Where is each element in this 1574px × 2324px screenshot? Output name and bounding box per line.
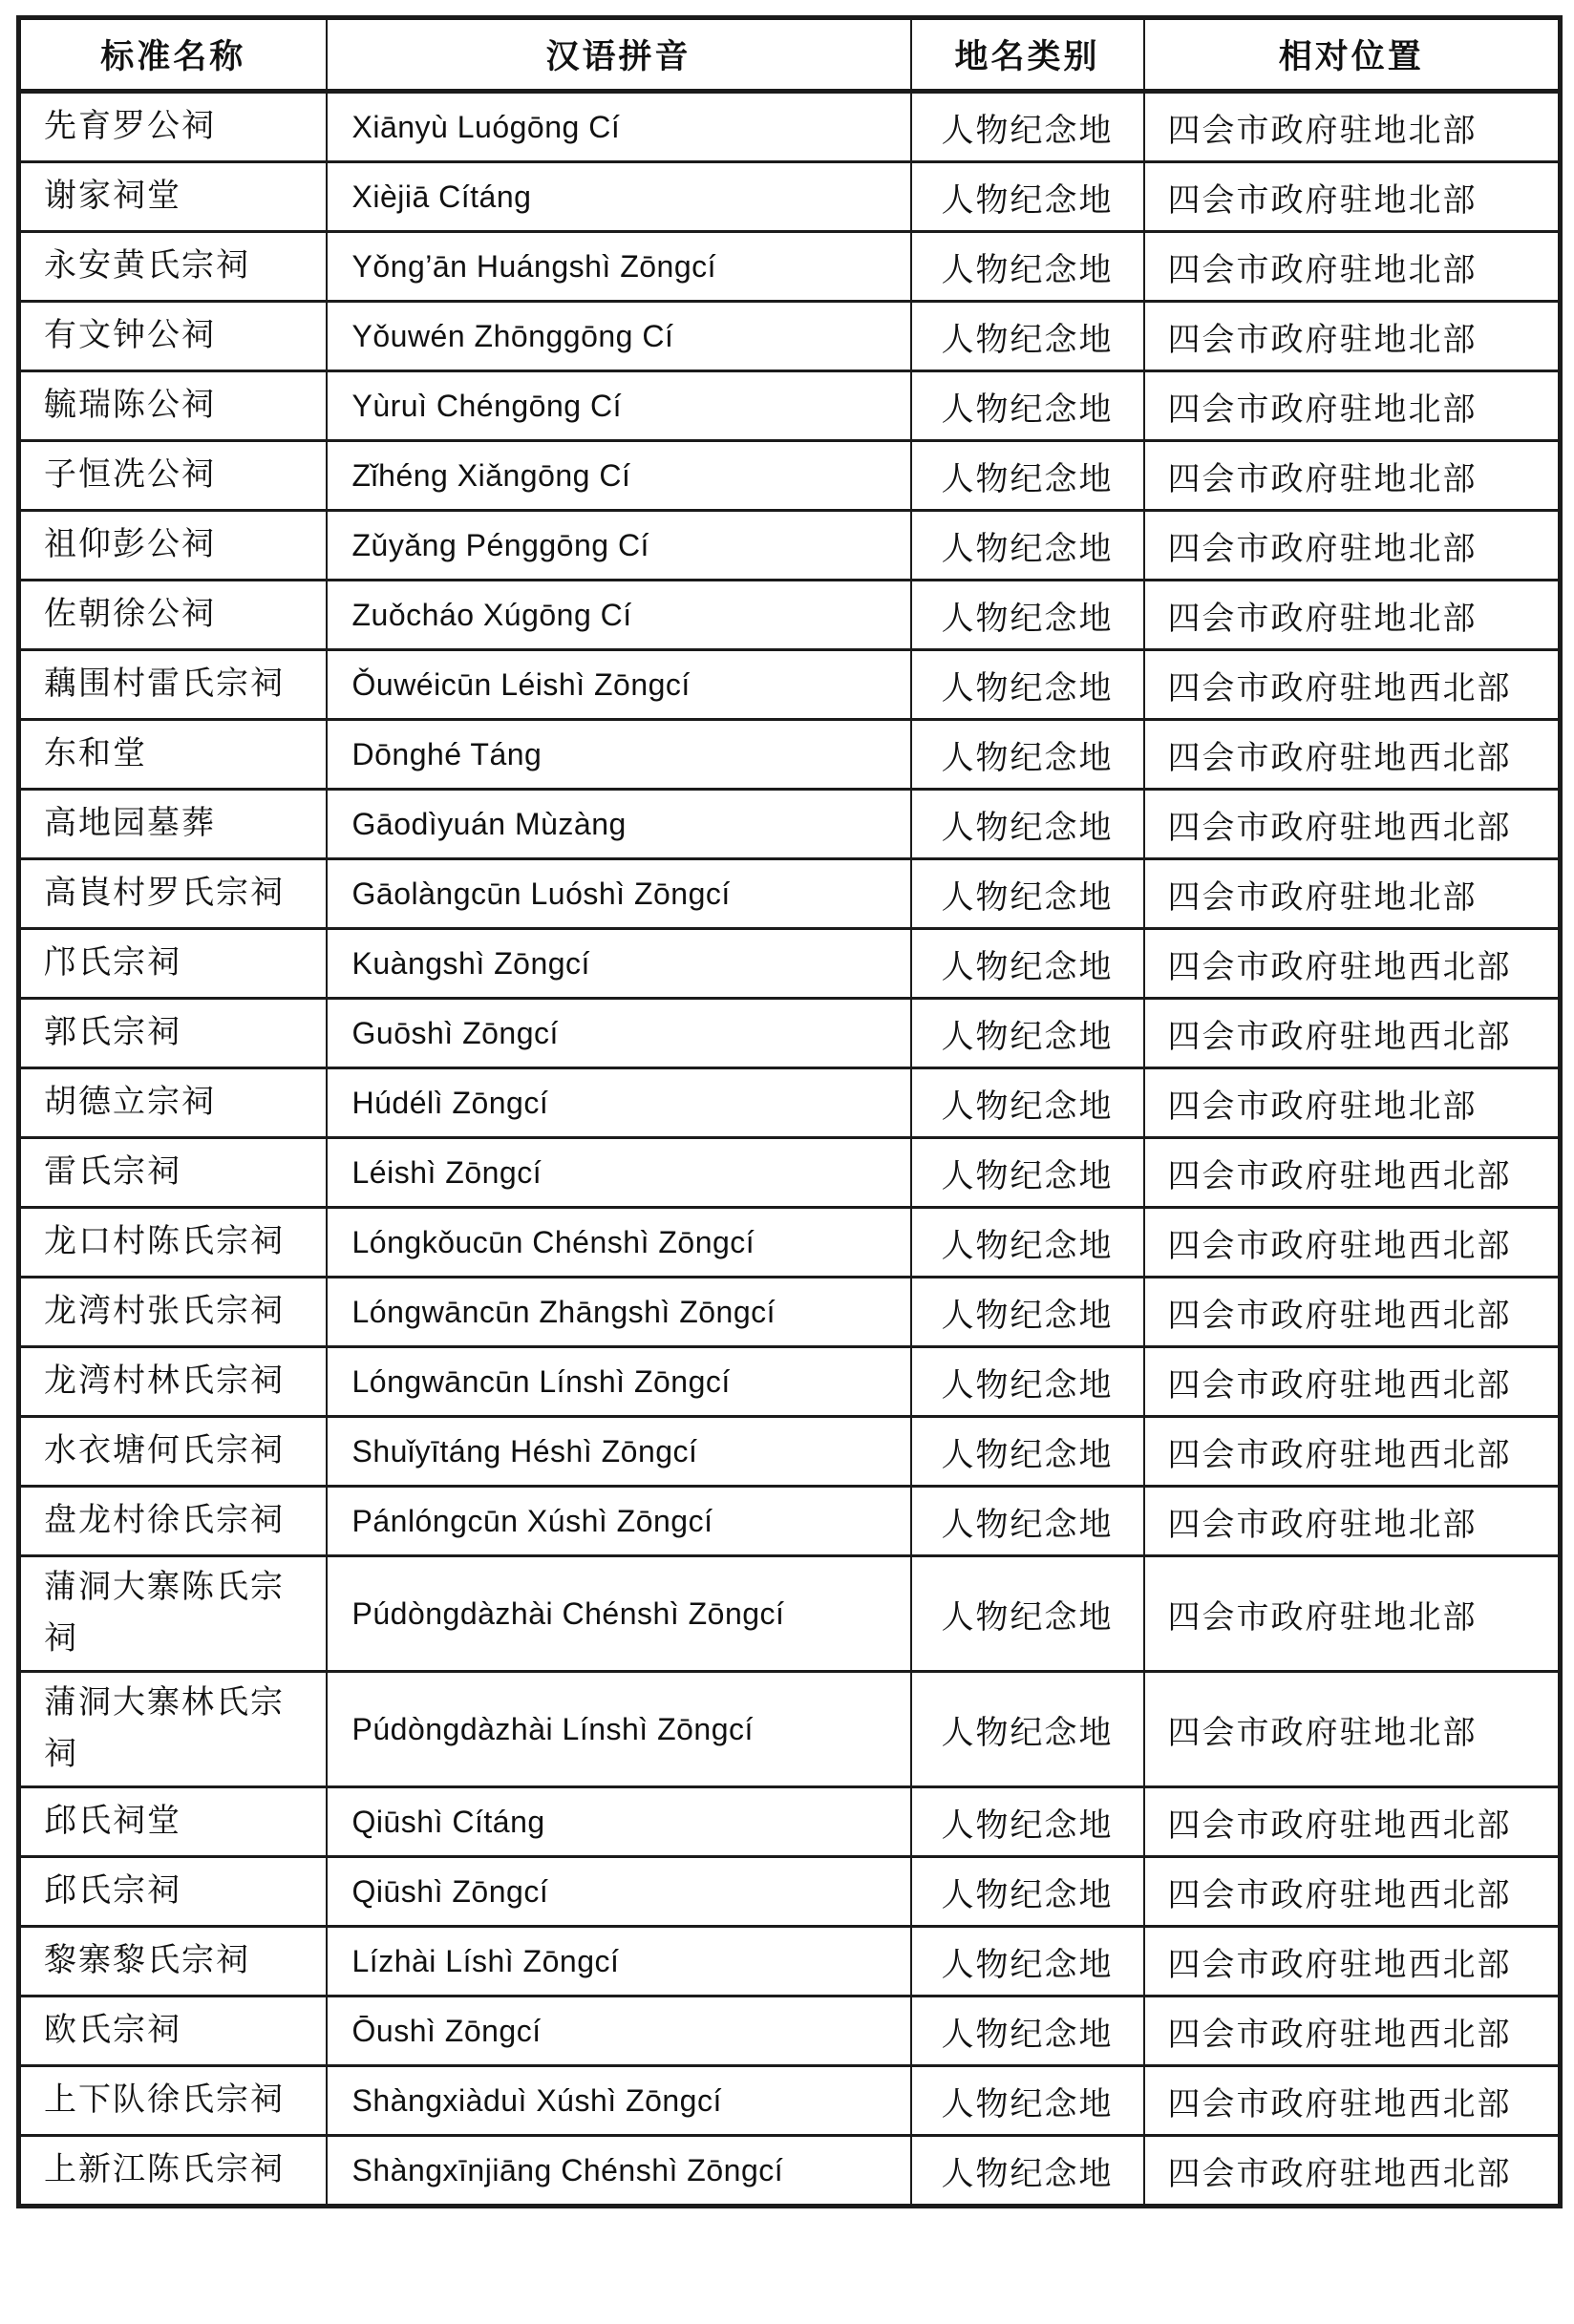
cell-location: 四会市政府驻地西北部: [1144, 1997, 1561, 2066]
cell-category: 人物纪念地: [911, 1208, 1144, 1278]
cell-pinyin: Lízhài Líshì Zōngcí: [327, 1927, 911, 1997]
cell-pinyin: Qiūshì Zōngcí: [327, 1857, 911, 1927]
cell-pinyin: Gāolàngcūn Luóshì Zōngcí: [327, 859, 911, 929]
cell-pinyin: Púdòngdàzhài Línshì Zōngcí: [327, 1672, 911, 1787]
table-row: [19, 1787, 1561, 1857]
cell-standard-name: 永安黄氏宗祠: [19, 232, 327, 302]
cell-standard-name: 雷氏宗祠: [19, 1138, 327, 1208]
cell-category: 人物纪念地: [911, 1068, 1144, 1138]
cell-pinyin: Pánlóngcūn Xúshì Zōngcí: [327, 1487, 911, 1556]
cell-standard-name: 佐朝徐公祠: [19, 581, 327, 650]
cell-standard-name: 邱氏宗祠: [19, 1857, 327, 1927]
cell-category: 人物纪念地: [911, 511, 1144, 581]
cell-category: 人物纪念地: [911, 720, 1144, 790]
cell-standard-name: 胡德立宗祠: [19, 1068, 327, 1138]
cell-location: 四会市政府驻地西北部: [1144, 1787, 1561, 1857]
cell-standard-name: 龙湾村张氏宗祠: [19, 1278, 327, 1347]
cell-standard-name: 谢家祠堂: [19, 162, 327, 232]
table-row: [19, 1208, 1561, 1278]
cell-location: 四会市政府驻地西北部: [1144, 1138, 1561, 1208]
cell-location: 四会市政府驻地北部: [1144, 232, 1561, 302]
cell-pinyin: Xièjiā Cítáng: [327, 162, 911, 232]
table-row: [19, 1278, 1561, 1347]
cell-standard-name: 子恒冼公祠: [19, 441, 327, 511]
cell-pinyin: Xiānyù Luógōng Cí: [327, 92, 911, 162]
cell-standard-name: 祖仰彭公祠: [19, 511, 327, 581]
cell-standard-name: 有文钟公祠: [19, 302, 327, 371]
cell-location: 四会市政府驻地西北部: [1144, 2136, 1561, 2207]
cell-pinyin: Lóngwāncūn Zhāngshì Zōngcí: [327, 1278, 911, 1347]
table-row: [19, 720, 1561, 790]
cell-standard-name: 藕围村雷氏宗祠: [19, 650, 327, 720]
cell-category: 人物纪念地: [911, 441, 1144, 511]
cell-pinyin: Yǒng’ān Huángshì Zōngcí: [327, 232, 911, 302]
table-row: [19, 1347, 1561, 1417]
cell-category: 人物纪念地: [911, 1487, 1144, 1556]
cell-category: 人物纪念地: [911, 1278, 1144, 1347]
table-row: [19, 929, 1561, 999]
cell-category: 人物纪念地: [911, 1997, 1144, 2066]
cell-pinyin: Ǒuwéicūn Léishì Zōngcí: [327, 650, 911, 720]
cell-standard-name: 高地园墓葬: [19, 790, 327, 859]
cell-category: 人物纪念地: [911, 1927, 1144, 1997]
table-row: [19, 371, 1561, 441]
table-row: [19, 162, 1561, 232]
cell-location: 四会市政府驻地西北部: [1144, 929, 1561, 999]
cell-category: 人物纪念地: [911, 2066, 1144, 2136]
cell-category: 人物纪念地: [911, 1556, 1144, 1672]
cell-pinyin: Húdélì Zōngcí: [327, 1068, 911, 1138]
cell-pinyin: Qiūshì Cítáng: [327, 1787, 911, 1857]
table-row: [19, 511, 1561, 581]
cell-category: 人物纪念地: [911, 1672, 1144, 1787]
cell-standard-name: 盘龙村徐氏宗祠: [19, 1487, 327, 1556]
cell-location: 四会市政府驻地西北部: [1144, 720, 1561, 790]
cell-location: 四会市政府驻地北部: [1144, 1672, 1561, 1787]
table-row: [19, 859, 1561, 929]
cell-location: 四会市政府驻地西北部: [1144, 1417, 1561, 1487]
cell-location: 四会市政府驻地西北部: [1144, 1857, 1561, 1927]
cell-standard-name: 欧氏宗祠: [19, 1997, 327, 2066]
cell-category: 人物纪念地: [911, 650, 1144, 720]
cell-location: 四会市政府驻地西北部: [1144, 1208, 1561, 1278]
cell-pinyin: Yǒuwén Zhōnggōng Cí: [327, 302, 911, 371]
cell-category: 人物纪念地: [911, 302, 1144, 371]
cell-category: 人物纪念地: [911, 929, 1144, 999]
cell-category: 人物纪念地: [911, 581, 1144, 650]
cell-standard-name: 东和堂: [19, 720, 327, 790]
cell-location: 四会市政府驻地西北部: [1144, 1278, 1561, 1347]
cell-location: 四会市政府驻地西北部: [1144, 650, 1561, 720]
cell-standard-name: 上下队徐氏宗祠: [19, 2066, 327, 2136]
cell-pinyin: Ōushì Zōngcí: [327, 1997, 911, 2066]
table-row: [19, 232, 1561, 302]
cell-standard-name: 蒲洞大寨林氏宗祠: [19, 1672, 327, 1787]
cell-category: 人物纪念地: [911, 232, 1144, 302]
cell-category: 人物纪念地: [911, 1347, 1144, 1417]
cell-standard-name: 蒲洞大寨陈氏宗祠: [19, 1556, 327, 1672]
cell-standard-name: 邝氏宗祠: [19, 929, 327, 999]
header-standard-name: 标准名称: [19, 18, 327, 92]
header-location: 相对位置: [1144, 18, 1561, 92]
header-category: 地名类别: [911, 18, 1144, 92]
cell-pinyin: Zǔyǎng Pénggōng Cí: [327, 511, 911, 581]
table-row: [19, 1556, 1561, 1672]
cell-standard-name: 邱氏祠堂: [19, 1787, 327, 1857]
cell-location: 四会市政府驻地北部: [1144, 162, 1561, 232]
cell-location: 四会市政府驻地北部: [1144, 1487, 1561, 1556]
cell-pinyin: Lóngwāncūn Línshì Zōngcí: [327, 1347, 911, 1417]
cell-standard-name: 黎寨黎氏宗祠: [19, 1927, 327, 1997]
cell-category: 人物纪念地: [911, 1138, 1144, 1208]
cell-pinyin: Zǐhéng Xiǎngōng Cí: [327, 441, 911, 511]
cell-pinyin: Shàngxiàduì Xúshì Zōngcí: [327, 2066, 911, 2136]
cell-location: 四会市政府驻地西北部: [1144, 790, 1561, 859]
table-row: [19, 1672, 1561, 1787]
table-row: [19, 1138, 1561, 1208]
table-row: [19, 441, 1561, 511]
cell-standard-name: 高崀村罗氏宗祠: [19, 859, 327, 929]
cell-location: 四会市政府驻地北部: [1144, 511, 1561, 581]
cell-pinyin: Shàngxīnjiāng Chénshì Zōngcí: [327, 2136, 911, 2207]
table-row: [19, 1487, 1561, 1556]
cell-category: 人物纪念地: [911, 859, 1144, 929]
cell-location: 四会市政府驻地北部: [1144, 1068, 1561, 1138]
cell-location: 四会市政府驻地北部: [1144, 441, 1561, 511]
cell-standard-name: 龙口村陈氏宗祠: [19, 1208, 327, 1278]
cell-standard-name: 龙湾村林氏宗祠: [19, 1347, 327, 1417]
cell-location: 四会市政府驻地北部: [1144, 371, 1561, 441]
cell-pinyin: Zuǒcháo Xúgōng Cí: [327, 581, 911, 650]
table-row: [19, 999, 1561, 1068]
table-row: [19, 581, 1561, 650]
table-row: [19, 302, 1561, 371]
cell-pinyin: Kuàngshì Zōngcí: [327, 929, 911, 999]
cell-location: 四会市政府驻地西北部: [1144, 999, 1561, 1068]
cell-location: 四会市政府驻地北部: [1144, 581, 1561, 650]
cell-standard-name: 毓瑞陈公祠: [19, 371, 327, 441]
cell-category: 人物纪念地: [911, 162, 1144, 232]
cell-location: 四会市政府驻地北部: [1144, 859, 1561, 929]
table-row: [19, 1068, 1561, 1138]
table-row: [19, 650, 1561, 720]
cell-pinyin: Dōnghé Táng: [327, 720, 911, 790]
cell-standard-name: 郭氏宗祠: [19, 999, 327, 1068]
table-row: [19, 92, 1561, 162]
table-row: [19, 1927, 1561, 1997]
cell-category: 人物纪念地: [911, 790, 1144, 859]
cell-pinyin: Lóngkǒucūn Chénshì Zōngcí: [327, 1208, 911, 1278]
table-row: [19, 2066, 1561, 2136]
cell-location: 四会市政府驻地西北部: [1144, 2066, 1561, 2136]
table-header: [19, 18, 1561, 92]
table-row: [19, 790, 1561, 859]
table-body: [19, 92, 1561, 2207]
cell-standard-name: 水衣塘何氏宗祠: [19, 1417, 327, 1487]
cell-pinyin: Guōshì Zōngcí: [327, 999, 911, 1068]
cell-category: 人物纪念地: [911, 371, 1144, 441]
cell-location: 四会市政府驻地北部: [1144, 92, 1561, 162]
cell-pinyin: Púdòngdàzhài Chénshì Zōngcí: [327, 1556, 911, 1672]
cell-category: 人物纪念地: [911, 1417, 1144, 1487]
cell-location: 四会市政府驻地西北部: [1144, 1347, 1561, 1417]
cell-category: 人物纪念地: [911, 999, 1144, 1068]
header-pinyin: 汉语拼音: [327, 18, 911, 92]
cell-category: 人物纪念地: [911, 2136, 1144, 2207]
cell-location: 四会市政府驻地北部: [1144, 302, 1561, 371]
cell-pinyin: Yùruì Chéngōng Cí: [327, 371, 911, 441]
place-names-table: [16, 15, 1563, 2208]
cell-pinyin: Léishì Zōngcí: [327, 1138, 911, 1208]
cell-location: 四会市政府驻地西北部: [1144, 1927, 1561, 1997]
cell-location: 四会市政府驻地北部: [1144, 1556, 1561, 1672]
table-row: [19, 1997, 1561, 2066]
header-row: [19, 18, 1561, 92]
cell-category: 人物纪念地: [911, 92, 1144, 162]
table-row: [19, 2136, 1561, 2207]
cell-standard-name: 先育罗公祠: [19, 92, 327, 162]
table-row: [19, 1417, 1561, 1487]
cell-pinyin: Shuǐyītáng Héshì Zōngcí: [327, 1417, 911, 1487]
cell-category: 人物纪念地: [911, 1787, 1144, 1857]
cell-pinyin: Gāodìyuán Mùzàng: [327, 790, 911, 859]
cell-standard-name: 上新江陈氏宗祠: [19, 2136, 327, 2207]
table-row: [19, 1857, 1561, 1927]
cell-category: 人物纪念地: [911, 1857, 1144, 1927]
